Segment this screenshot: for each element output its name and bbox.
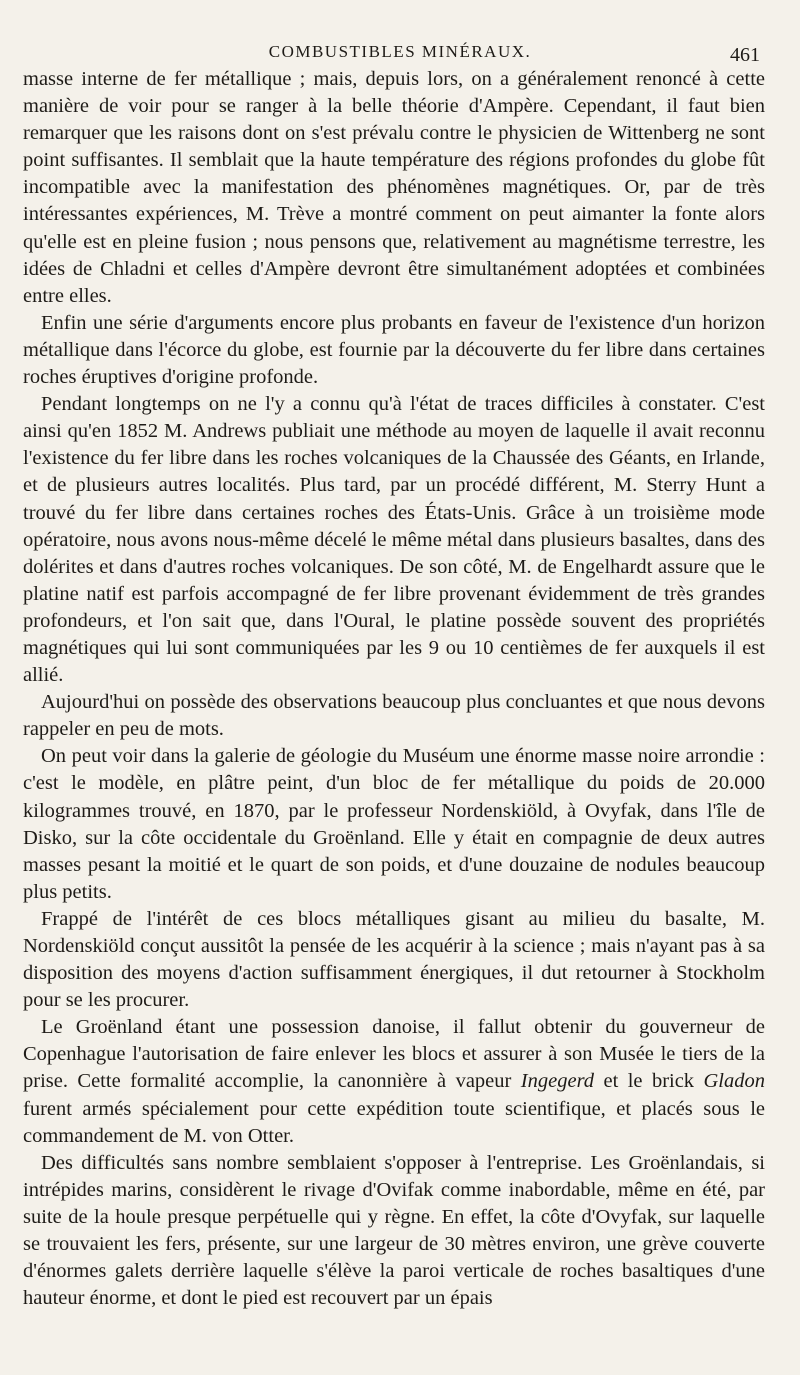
paragraph-7 bbox=[23, 1014, 765, 1149]
body-text bbox=[23, 66, 765, 1312]
ship-name-gladon: Gladon bbox=[703, 1070, 765, 1093]
paragraph-1: masse interne de fer métallique ; mais, depuis lors, on a généralement renoncé à cette manière de voir pour se ranger à la belle théorie d'Ampère. Cependant, il faut bien remarquer que les raisons dont on s'est prévalu contre le physicien de Wittenberg ne sont point suffisantes. Il semblait que la haute température des régions profondes du globe fût incompatible avec la manifestation des phénomènes magnétiques. Or, par de très intéressantes expériences, M. Trève a montré comment on peut aimanter la fonte alors qu'elle est en pleine fusion ; nous pensons que, relativement au magnétisme terrestre, les idées de Chladni et celles d'Ampère devront être simultanément adoptées et combinées entre elles. bbox=[23, 68, 765, 307]
paragraph-5: On peut voir dans la galerie de géologie du Muséum une énorme masse noire arrondie : c'est le modèle, en plâtre peint, d'un bloc de fer métallique du poids de 20.000 kilogrammes trouvé, en 1870, par le professeur Nordenskiöld, à Ovyfak, dans l'île de Disko, sur la côte occidentale du Groënland. Elle y était en compagnie de deux autres masses pesant la moitié et le quart de son poids, et d'une douzaine de nodules beaucoup plus petits. bbox=[23, 745, 765, 903]
paragraph-7-between: et le brick bbox=[594, 1070, 704, 1093]
paragraph-7-start: Le Groënland étant une possession danoise, il fallut obtenir du gouverneur de Copenhague l'autorisation de faire enlever les blocs et assurer à son Musée le tiers de la prise. Cette formalité accomplie, la canonnière à vapeur bbox=[23, 1016, 765, 1093]
page-number: 461 bbox=[730, 44, 760, 66]
paragraph-2: Enfin une série d'arguments encore plus probants en faveur de l'existence d'un horizon métallique dans l'écorce du globe, est fournie par la découverte du fer libre dans certaines roches éruptives d'origine profonde. bbox=[23, 311, 765, 389]
paragraph-6: Frappé de l'intérêt de ces blocs métalliques gisant au milieu du basalte, M. Nordenskiöld conçut aussitôt la pensée de les acquérir à la science ; mais n'ayant pas à sa disposition des moyens d'action suffisamment énergiques, il dut retourner à Stockholm pour se les procurer. bbox=[23, 907, 765, 1012]
paragraph-8: Des difficultés sans nombre semblaient s'opposer à l'entreprise. Les Groënlandais, si intrépides marins, considèrent le rivage d'Ovifak comme inabordable, même en été, par suite de la houle presque perpétuelle qui y règne. En effet, la côte d'Ovyfak, sur laquelle se trouvaient les fers, présente, sur une largeur de 30 mètres environ, une grève couverte d'énormes galets derrière laquelle s'élève la paroi verticale de roches basaltiques d'une hauteur énorme, et dont le pied est recouvert par un épais bbox=[23, 1151, 765, 1310]
paragraph-7-rest: furent armés spécialement pour cette expédition toute scientifique, et placés sous le commandement de M. von Otter. bbox=[23, 1097, 765, 1147]
running-title: COMBUSTIBLES MINÉRAUX. bbox=[268, 42, 532, 61]
paragraph-3: Pendant longtemps on ne l'y a connu qu'à l'état de traces difficiles à constater. C'est ainsi qu'en 1852 M. Andrews publiait une méthode au moyen de laquelle il avait reconnu l'existence du fer libre dans les roches volcaniques de la Chaussée des Géants, en Irlande, et de plusieurs autres localités. Plus tard, par un procédé différent, M. Sterry Hunt a trouvé du fer libre dans certaines roches des États-Unis. Grâce à un troisième mode opératoire, nous avons nous-même décelé le même métal dans plusieurs basaltes, dans des dolérites et dans d'autres roches volcaniques. De son côté, M. de Engelhardt assure que le platine natif est parfois accompagné de fer libre provenant évidemment de très grandes profondeurs, et l'on sait que, dans l'Oural, le platine possède souvent des propriétés magnétiques qui lui sont communiquées par les 9 ou 10 centièmes de fer auxquels il est allié. bbox=[23, 393, 765, 687]
paragraph-4: Aujourd'hui on possède des observations beaucoup plus concluantes et que nous devons rappeler en peu de mots. bbox=[23, 691, 765, 741]
ship-name-ingegerd: Ingegerd bbox=[520, 1070, 595, 1093]
